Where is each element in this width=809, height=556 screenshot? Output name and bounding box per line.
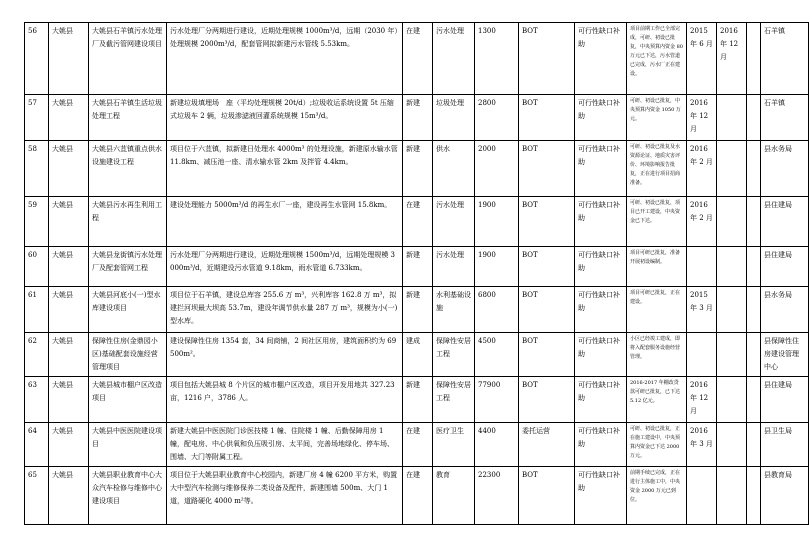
end-date-cell	[717, 197, 747, 247]
content-cell: 新建大姚县中医医院门诊医技楼 1 幢、住院楼 1 幢、后勤保障用房 1 幢，配电房、中心供氧和负压吸引房、太平间，完善场地绿化、停车场、围墙、大门等附属工程。	[167, 423, 403, 467]
project-name-cell: 大姚县城市棚户区改造项目	[89, 377, 167, 423]
project-name-cell: 大姚县中医医院建设项目	[89, 423, 167, 467]
status-cell: 新建	[403, 141, 433, 197]
table-row	[25, 377, 809, 423]
blank-cell	[747, 423, 761, 467]
status-cell: 新建	[403, 377, 433, 423]
progress-cell: 小区已经竣工建成，即将入配套服务设施经营管理。	[627, 333, 687, 377]
progress-cell: 项目可研已批复，正在建设。	[627, 287, 687, 333]
content-cell: 污水处理厂分两期进行建设，近期处理规模 1000m³/d，远期（2030 年）处理规模 2000m³/d，配套管网拟新建污水管线 5.53km。	[167, 23, 403, 95]
content-cell: 项目包括大姚县城 8 个片区的城市棚户区改造，项目开发用地共 327.23 亩，1216 户，3786 人。	[167, 377, 403, 423]
category-cell: 教育	[433, 467, 475, 525]
project-name-cell: 大姚县职业教育中心大众汽车检修与维修中心建设项目	[89, 467, 167, 525]
stage-cell: 可行性缺口补助	[575, 95, 627, 141]
row-number: 64	[25, 423, 49, 467]
start-date-cell: 2015 年 3 月	[687, 287, 717, 333]
department-cell: 县住建局	[761, 377, 809, 423]
table-row	[25, 287, 809, 333]
project-name-cell: 大姚县石羊镇污水处理厂及截污管网建设项目	[89, 23, 167, 95]
project-name-cell: 保障性住房(金鼎园小区)基础配套设施经营管理项目	[89, 333, 167, 377]
table-row	[25, 23, 809, 95]
stage-cell: 可行性缺口补助	[575, 23, 627, 95]
content-cell: 项目位于六苴镇，拟新建日处理水 4000m³ 的处理设施，新建原水输水管 11.8km、减压池一座、清水输水管 2km 及拌管 4.4km。	[167, 141, 403, 197]
county-cell: 大姚县	[49, 95, 89, 141]
category-cell: 保障性安居工程	[433, 333, 475, 377]
category-cell: 污水处理	[433, 197, 475, 247]
progress-cell: 可研、初设已批复，项目已开工建设，中央资金已下达。	[627, 197, 687, 247]
start-date-cell	[687, 333, 717, 377]
county-cell: 大姚县	[49, 287, 89, 333]
status-cell: 新建	[403, 247, 433, 287]
department-cell: 县水务局	[761, 287, 809, 333]
blank-cell	[747, 247, 761, 287]
category-cell: 水利基础设施	[433, 287, 475, 333]
category-cell: 供水	[433, 141, 475, 197]
end-date-cell	[717, 377, 747, 423]
mode-cell: BOT	[519, 287, 575, 333]
end-date-cell	[717, 95, 747, 141]
start-date-cell	[687, 467, 717, 525]
category-cell: 保障性安居工程	[433, 377, 475, 423]
department-cell: 县住建局	[761, 197, 809, 247]
content-cell: 项目位于石羊镇，建设总库容 255.6 万 m³，兴利库容 162.8 万 m³，拟建拦河坝最大坝高 53.7m，建设年调节供水量 287 万 m³，规模为小(一)型水库。	[167, 287, 403, 333]
blank-cell	[747, 141, 761, 197]
investment-cell: 2000	[475, 141, 519, 197]
investment-cell: 77900	[475, 377, 519, 423]
blank-cell	[747, 197, 761, 247]
department-cell: 县住建局	[761, 247, 809, 287]
mode-cell: BOT	[519, 333, 575, 377]
start-date-cell: 2016 年 3 月	[687, 423, 717, 467]
blank-cell	[747, 23, 761, 95]
stage-cell: 可行性缺口补助	[575, 467, 627, 525]
county-cell: 大姚县	[49, 23, 89, 95]
category-cell: 医疗卫生	[433, 423, 475, 467]
mode-cell: BOT	[519, 23, 575, 95]
category-cell: 污水处理	[433, 23, 475, 95]
investment-cell: 1300	[475, 23, 519, 95]
department-cell: 县卫生局	[761, 423, 809, 467]
progress-cell: 可研、初设已批复及水资源论证、地质灾害评价、环境影响报告批复，正在进行项目招商准备。	[627, 141, 687, 197]
content-cell: 新建垃圾填埋场 座（平均处理规模 20t/d）;垃圾收运系统设置 5t 压缩式垃圾车 2 辆，垃圾渗滤液回灌系统规模 15m³/d。	[167, 95, 403, 141]
table-row	[25, 141, 809, 197]
investment-cell: 4400	[475, 423, 519, 467]
investment-cell: 1900	[475, 247, 519, 287]
department-cell: 石羊镇	[761, 95, 809, 141]
start-date-cell: 2016 年 12 月	[687, 95, 717, 141]
investment-cell: 1900	[475, 197, 519, 247]
stage-cell: 可行性缺口补助	[575, 377, 627, 423]
project-name-cell: 大姚县六苴镇重点供水设施建设工程	[89, 141, 167, 197]
category-cell: 垃圾处理	[433, 95, 475, 141]
content-cell: 污水处理厂分两期进行建设，近期处理规模 1500m³/d，远期处理规模 3000m³/d，近期建设污水管道 9.18km，雨水管道 6.733km。	[167, 247, 403, 287]
investment-cell: 2800	[475, 95, 519, 141]
table-row	[25, 423, 809, 467]
mode-cell: BOT	[519, 141, 575, 197]
county-cell: 大姚县	[49, 247, 89, 287]
stage-cell: 可行性缺口补助	[575, 197, 627, 247]
status-cell: 建成	[403, 333, 433, 377]
end-date-cell: 2016 年 12 月	[717, 23, 747, 95]
end-date-cell	[717, 247, 747, 287]
county-cell: 大姚县	[49, 333, 89, 377]
table-row	[25, 467, 809, 525]
department-cell: 县水务局	[761, 141, 809, 197]
mode-cell: BOT	[519, 95, 575, 141]
blank-cell	[747, 377, 761, 423]
start-date-cell: 2016 年 2 月	[687, 141, 717, 197]
department-cell: 县保障性住房建设管理中心	[761, 333, 809, 377]
investment-cell: 22300	[475, 467, 519, 525]
row-number: 61	[25, 287, 49, 333]
mode-cell: BOT	[519, 377, 575, 423]
status-cell: 在建	[403, 23, 433, 95]
progress-cell: 可研、初设已批复，正在施工建设中，中央预算内资金已下达 2000 万元。	[627, 423, 687, 467]
project-name-cell: 大姚县污水再生利用工程	[89, 197, 167, 247]
end-date-cell	[717, 287, 747, 333]
row-number: 65	[25, 467, 49, 525]
county-cell: 大姚县	[49, 197, 89, 247]
status-cell: 在建	[403, 467, 433, 525]
table-row	[25, 247, 809, 287]
end-date-cell	[717, 467, 747, 525]
start-date-cell: 2016 年 12 月	[687, 377, 717, 423]
progress-cell: 2016-2017 年棚改贷款可研已批复，已下达 5.12 亿元。	[627, 377, 687, 423]
investment-cell: 6800	[475, 287, 519, 333]
mode-cell: 委托运营	[519, 423, 575, 467]
progress-cell: 项目前期工作已全部完成，可研、初设已批复，中央预算内资金 80 万元已下达，污水管道已完成，污水厂正在建设。	[627, 23, 687, 95]
row-number: 58	[25, 141, 49, 197]
row-number: 63	[25, 377, 49, 423]
project-name-cell: 大姚县石羊镇生活垃圾处理工程	[89, 95, 167, 141]
row-number: 59	[25, 197, 49, 247]
end-date-cell	[717, 423, 747, 467]
department-cell: 县教育局	[761, 467, 809, 525]
status-cell: 新建	[403, 287, 433, 333]
project-table	[24, 22, 809, 525]
blank-cell	[747, 467, 761, 525]
county-cell: 大姚县	[49, 423, 89, 467]
mode-cell: BOT	[519, 197, 575, 247]
project-name-cell: 大姚县龙街镇污水处理厂及配套管网工程	[89, 247, 167, 287]
stage-cell: 可行性缺口补助	[575, 333, 627, 377]
county-cell: 大姚县	[49, 377, 89, 423]
start-date-cell	[687, 247, 717, 287]
blank-cell	[747, 95, 761, 141]
stage-cell: 可行性缺口补助	[575, 247, 627, 287]
row-number: 57	[25, 95, 49, 141]
mode-cell: BOT	[519, 247, 575, 287]
stage-cell: 可行性缺口补助	[575, 287, 627, 333]
table-row	[25, 197, 809, 247]
row-number: 62	[25, 333, 49, 377]
table-row	[25, 95, 809, 141]
blank-cell	[747, 333, 761, 377]
project-name-cell: 大姚县河底小(一)型水库建设项目	[89, 287, 167, 333]
row-number: 56	[25, 23, 49, 95]
end-date-cell	[717, 333, 747, 377]
status-cell: 在建	[403, 423, 433, 467]
stage-cell: 可行性缺口补助	[575, 423, 627, 467]
mode-cell: BOT	[519, 467, 575, 525]
row-number: 60	[25, 247, 49, 287]
content-cell: 项目位于大姚县职业教育中心校园内，新建厂房 4 幢 6200 平方米，购置大中型汽车检测与维修保养二类设备及配件，新建围墙 500m、大门 1 道，道路硬化 4000 m²等。	[167, 467, 403, 525]
start-date-cell: 2016 年 2 月	[687, 197, 717, 247]
status-cell: 在建	[403, 197, 433, 247]
department-cell: 石羊镇	[761, 23, 809, 95]
content-cell: 建设处理能力 5000m³/d 的再生水厂一座，建设再生水管网 15.8km。	[167, 197, 403, 247]
content-cell: 建设保障性住房 1354 套，34 间商铺，2 间社区用房，建筑面积约为 69500m²。	[167, 333, 403, 377]
investment-cell: 4500	[475, 333, 519, 377]
progress-cell: 项目可研已批复，准备开展初设编制。	[627, 247, 687, 287]
start-date-cell: 2015 年 6 月	[687, 23, 717, 95]
blank-cell	[747, 287, 761, 333]
end-date-cell	[717, 141, 747, 197]
progress-cell: 可研、初设已批复，中央预算内资金 1050 万元。	[627, 95, 687, 141]
progress-cell: 前期手续已完成，正在进行主体施工中，中央资金 2000 万元已到位。	[627, 467, 687, 525]
stage-cell: 可行性缺口补助	[575, 141, 627, 197]
category-cell: 污水处理	[433, 247, 475, 287]
table-row	[25, 333, 809, 377]
county-cell: 大姚县	[49, 467, 89, 525]
status-cell: 新建	[403, 95, 433, 141]
county-cell: 大姚县	[49, 141, 89, 197]
